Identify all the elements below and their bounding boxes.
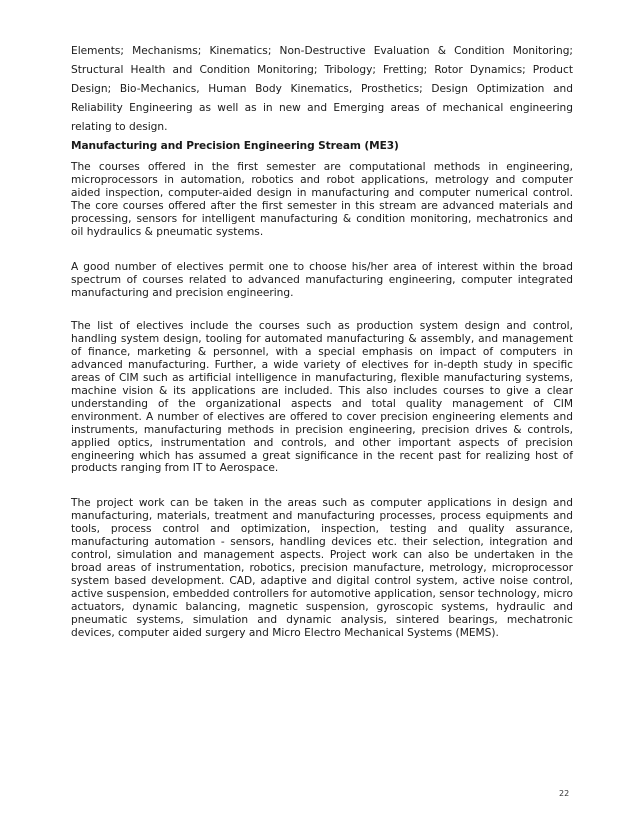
page-number: 22 bbox=[559, 789, 570, 798]
intro-paragraph: Elements; Mechanisms; Kinematics; Non-Destructive Evaluation & Condition Monitoring; Structural Health and Condition Monitoring; Tribology; Fretting; Rotor Dynamics; Product Design; Bio-Mechanics, Human Body Kinematics, Prosthetics; Design Optimization and Reliability Engineering as well as in new and Emerging areas of mechanical engineering relating to design. bbox=[71, 45, 573, 134]
paragraph-electives-intro: A good number of electives permit one to choose his/her area of interest within the broad spectrum of courses related to advanced manufacturing engineering, computer integrated manufacturing and precision engineering. bbox=[71, 261, 573, 299]
paragraph-project-work: The project work can be taken in the areas such as computer applications in design and manufacturing, materials, treatment and manufacturing processes, process equipments and tools, process control and optimization, inspection, testing and quality assurance, manufacturing automation - sensors, handling devices etc. their selection, integration and control, simulation and management aspects. Project work can also be undertaken in the broad areas of instrumentation, robotics, precision manufacture, metrology, microprocessor system based development. CAD, adaptive and digital control system, active noise control, active suspension, embedded controllers for automotive application, sensor technology, micro actuators, dynamic balancing, magnetic suspension, gyroscopic systems, hydraulic and pneumatic systems, simulation and dynamic analysis, sintered bearings, mechatronic devices, computer aided surgery and Micro Electro Mechanical Systems (MEMS). bbox=[71, 497, 573, 639]
section-heading: Manufacturing and Precision Engineering Stream (ME3) bbox=[71, 140, 399, 152]
paragraph-core-courses: The courses offered in the first semester are computational methods in engineering, microprocessors in automation, robotics and robot applications, metrology and computer aided inspection, computer-aided design in manufacturing and computer numerical control. The core courses offered after the first semester in this stream are advanced materials and processing, sensors for intelligent manufacturing & condition monitoring, mechatronics and oil hydraulics & pneumatic systems. bbox=[71, 161, 573, 238]
paragraph-electives-list: The list of electives include the courses such as production system design and control, handling system design, tooling for automated manufacturing & assembly, and management of finance, marketing & personnel, with a special emphasis on impact of computers in advanced manufacturing. Further, a wide variety of electives for in-depth study in specific areas of CIM such as artificial intelligence in manufacturing, flexible manufacturing systems, machine vision & its applications are included. This also includes courses to give a clear understanding of the organizational aspects and total quality management of CIM environment. A number of electives are offered to cover precision engineering elements and instruments, manufacturing methods in precision engineering, precision drives & controls, applied optics, instrumentation and controls, and other important aspects of precision engineering which has assumed a great significance in the recent past for realizing host of products ranging from IT to Aerospace. bbox=[71, 320, 573, 475]
